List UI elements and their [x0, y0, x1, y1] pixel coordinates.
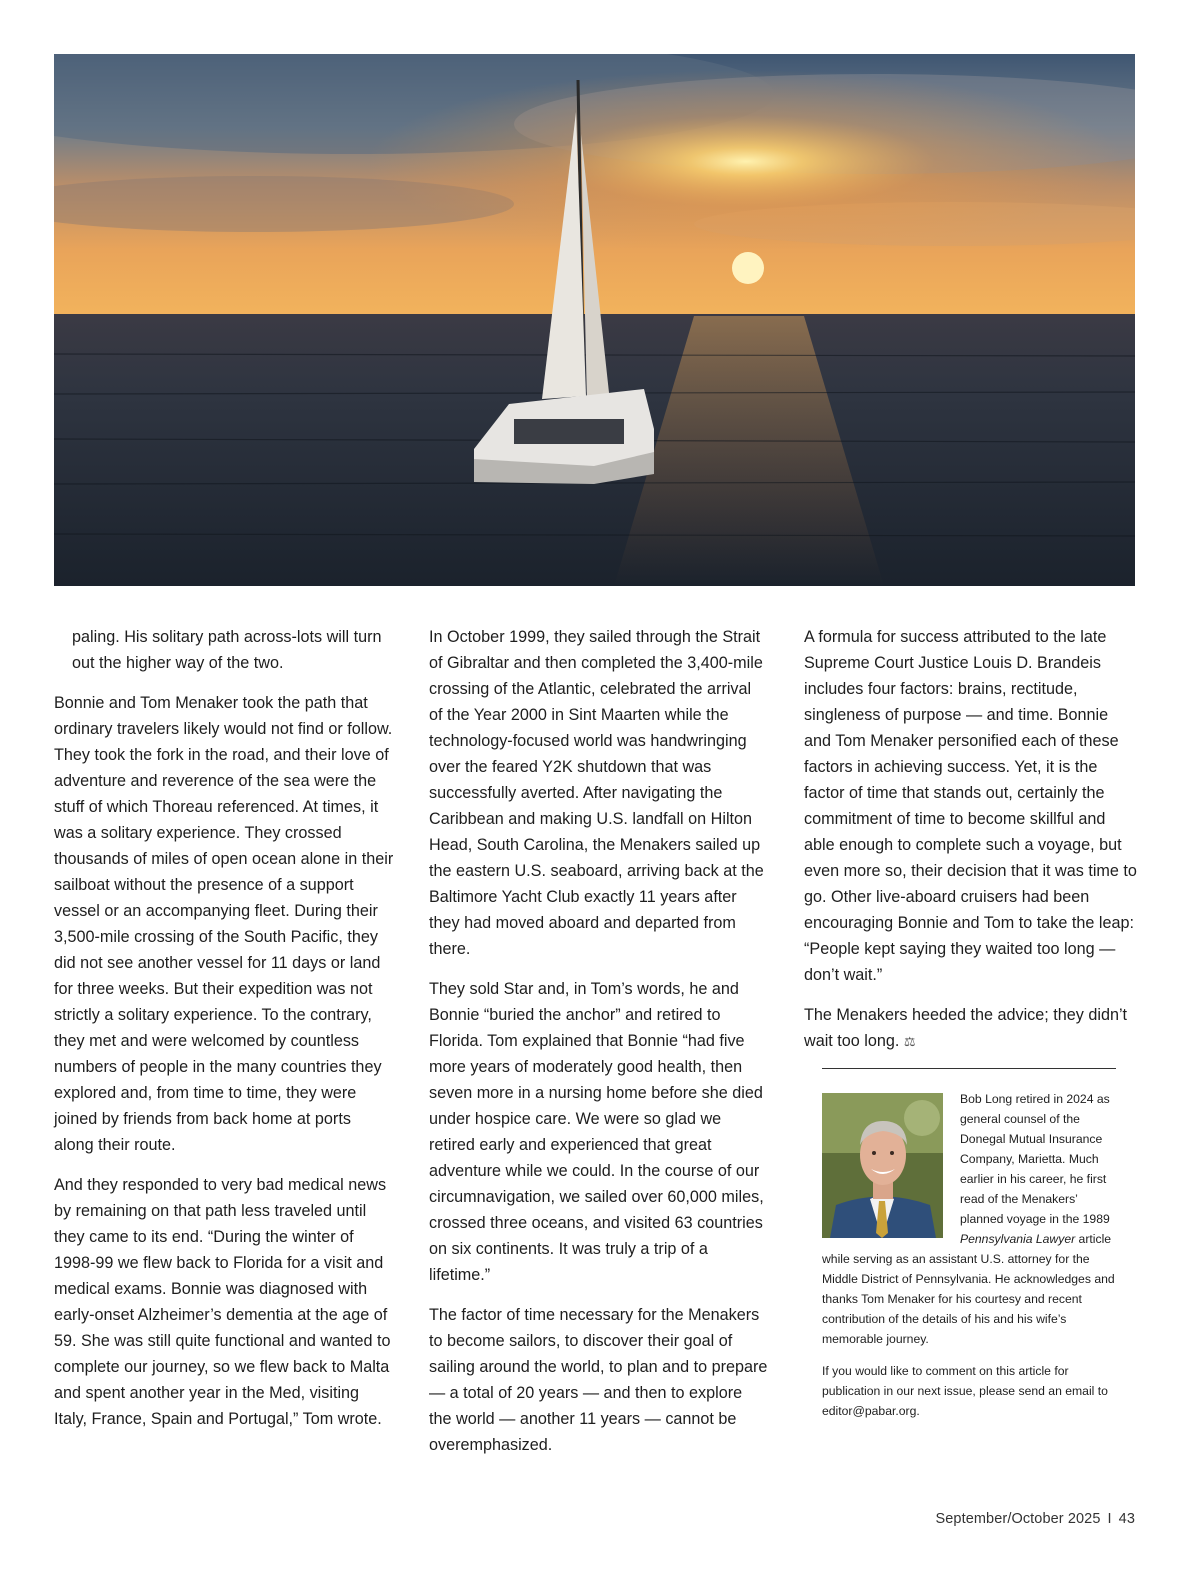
bio-divider	[822, 1068, 1116, 1069]
hero-photo	[54, 54, 1135, 586]
footer-separator: I	[1107, 1511, 1112, 1527]
body-paragraph: A formula for success attributed to the late Supreme Court Justice Louis D. Brandeis includes four factors: brains, rectitude, singleness of purpose — and time. Bonnie and Tom Menaker personified each of these factors in achieving success. Yet, it is the factor of time that stands out, certainly the commitment of time to become skillful and able enough to complete such a voyage, but even more so, their decision that it was time to go. Other live-aboard cruisers had been encouraging Bonnie and Tom to take the leap: “People kept saying they waited too long — don’t wait.”	[804, 628, 1137, 984]
bio-text-after: article while serving as an assistant U.S. attorney for the Middle District of Pennsylvania. He acknowledges and thanks Tom Menaker for his courtesy and recent contribution of the details of his and his wife’s memorable journey.	[822, 1232, 1115, 1346]
page-number: 43	[1118, 1511, 1135, 1527]
comment-invitation: If you would like to comment on this article for publication in our next issue, please send an email to editor@pabar.org.	[822, 1364, 1108, 1418]
article-column-3	[804, 624, 1139, 1069]
article-column-1	[54, 624, 394, 1446]
body-paragraph: They sold Star and, in Tom’s words, he and Bonnie “buried the anchor” and retired to Florida. Tom explained that Bonnie “had five more years of moderately good health, then seven more in a nursing home before she died under hospice care. We were so glad we retired early and experienced that great adventure while we could. In the course of our circumnavigation, we sailed over 60,000 miles, crossed three oceans, and visited 63 countries on six continents. It was truly a trip of a lifetime.”	[429, 980, 764, 1284]
author-photo	[822, 1093, 943, 1238]
author-bio	[822, 1089, 1120, 1431]
publication-name: Pennsylvania Lawyer	[960, 1232, 1076, 1246]
body-paragraph: Bonnie and Tom Menaker took the path that ordinary travelers likely would not find or follow. They took the fork in the road, and their love of adventure and reverence of the sea were the stuff of which Thoreau referenced. At times, it was a solitary experience. They crossed thousands of miles of open ocean alone in their sailboat without the presence of a support vessel or an accompanying fleet. During their 3,500-mile crossing of the South Pacific, they did not see another vessel for 11 days or land for three weeks. But their expedition was not strictly a solitary experience. To the contrary, they met and were welcomed by countless numbers of people in the many countries they explored and, from time to time, they were joined by friends from back home at ports along their route.	[54, 694, 394, 1154]
end-mark-scales-icon: ⚖	[903, 1034, 916, 1049]
author-portrait-photo	[822, 1093, 943, 1238]
article-column-2	[429, 624, 769, 1472]
sailboat-at-sunset-photo	[54, 54, 1135, 586]
body-paragraph: In October 1999, they sailed through the Strait of Gibraltar and then completed the 3,400-mile crossing of the Atlantic, celebrated the arrival of the Year 2000 in Sint Maarten while the technology-focused world was handwringing over the feared Y2K shutdown that was successfully averted. After navigating the Caribbean and making U.S. landfall on Hilton Head, South Carolina, the Menakers sailed up the eastern U.S. seaboard, arriving back at the Baltimore Yacht Club exactly 11 years after they had moved aboard and departed from there.	[429, 628, 764, 958]
bio-text-before: Bob Long retired in 2024 as general counsel of the Donegal Mutual Insurance Company, Marietta. Much earlier in his career, he first read of the Menakers’ planned voyage in the 1989	[960, 1092, 1110, 1226]
body-paragraph: And they responded to very bad medical news by remaining on that path less traveled until they came to its end. “During the winter of 1998-99 we flew back to Florida for a visit and medical exams. Bonnie was diagnosed with early-onset Alzheimer’s dementia at the age of 59. She was still quite functional and wanted to complete our journey, so we flew back to Malta and spent another year in the Med, visiting Italy, France, Spain and Portugal,” Tom wrote.	[54, 1176, 391, 1428]
body-paragraph: paling. His solitary path across-lots will turn out the higher way of the two.	[72, 628, 382, 672]
closing-paragraph	[804, 1002, 1139, 1055]
body-paragraph: The factor of time necessary for the Menakers to become sailors, to discover their goal of sailing around the world, to plan and to prepare — a total of 20 years — and then to explore the world — another 11 years — cannot be overemphasized.	[429, 1306, 768, 1454]
issue-date: September/October 2025	[935, 1511, 1101, 1527]
page-footer	[935, 1511, 1135, 1527]
closing-text: The Menakers heeded the advice; they didn’t wait too long.	[804, 1006, 1128, 1050]
